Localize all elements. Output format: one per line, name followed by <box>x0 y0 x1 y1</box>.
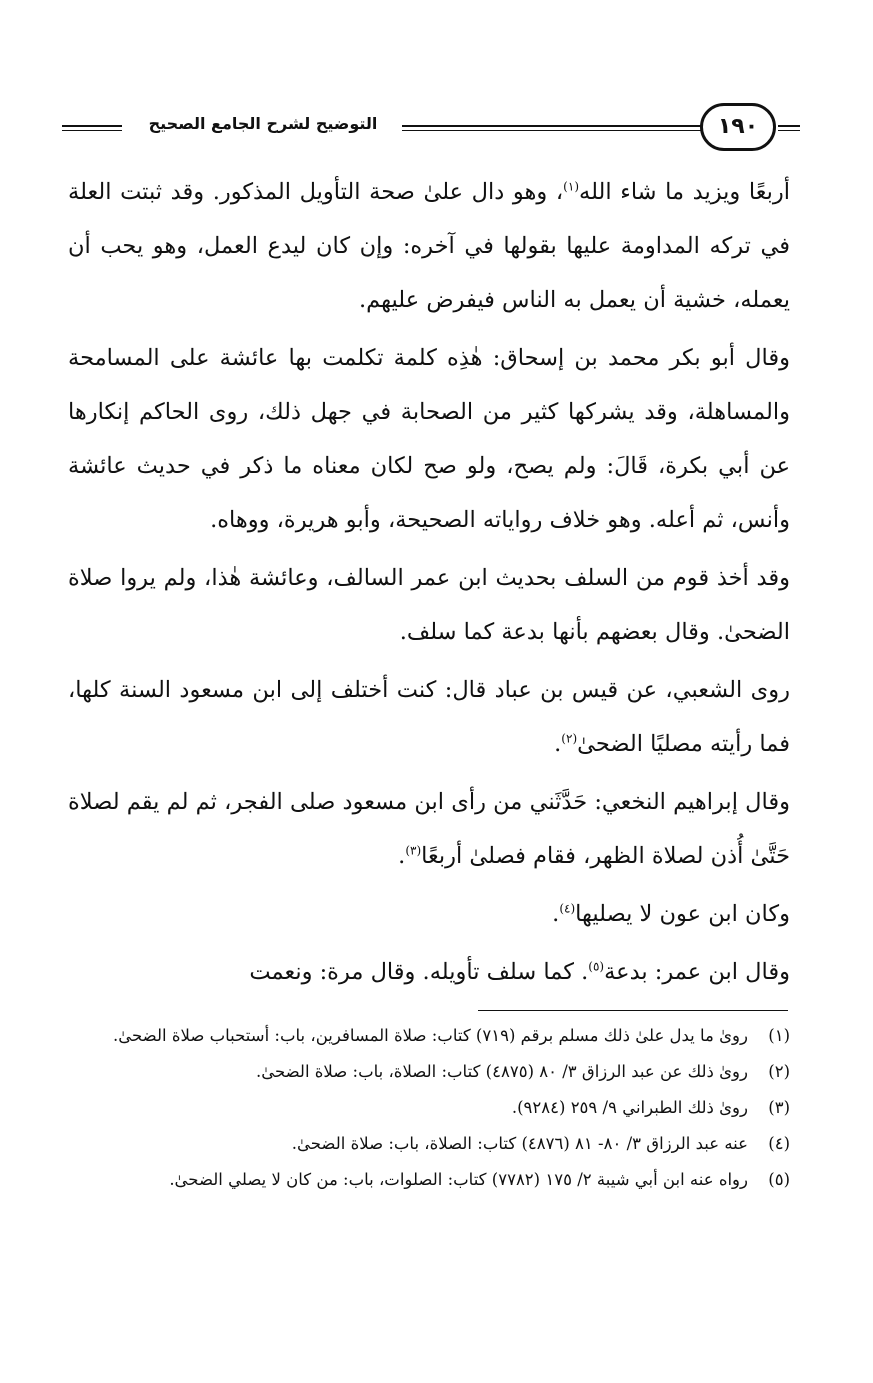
paragraph-text: روى الشعبي، عن قيس بن عباد قال: كنت أختلف إلى ابن مسعود السنة كلها، فما رأيته مصليًا الضحىٰ <box>68 677 790 757</box>
paragraph-text: أربعًا ويزيد ما شاء الله <box>579 179 790 205</box>
paragraph-text: وكان ابن عون لا يصليها <box>575 901 790 927</box>
footnote-number: (٤) <box>768 1134 790 1153</box>
paragraph-text: . <box>554 731 562 757</box>
paragraph <box>68 887 790 941</box>
paragraph <box>68 331 790 547</box>
paragraph-text: . <box>552 901 560 927</box>
paragraph-text: وقال إبراهيم النخعي: حَدَّثَني من رأى ابن مسعود صلى الفجر، ثم لم يقم لصلاة حَتَّىٰ أُذن لصلاة الظهر، فقام فصلىٰ أربعًا <box>68 789 790 869</box>
paragraph <box>68 165 790 327</box>
footnote-reference: (٢) <box>561 731 578 746</box>
footnote-text: روىٰ ذلك عن عبد الرزاق ٣/ ٨٠ (٤٨٧٥) كتاب: الصلاة، باب: صلاة الضحىٰ. <box>255 1062 748 1081</box>
header-rule-right <box>778 125 800 131</box>
footnote-item <box>68 1090 790 1126</box>
paragraph <box>68 551 790 659</box>
paragraph <box>68 945 790 999</box>
header-rule-middle <box>402 125 702 131</box>
page-number-badge <box>700 103 776 151</box>
footnote-text: عنه عبد الرزاق ٣/ ٨٠- ٨١ (٤٨٧٦) كتاب: الصلاة، باب: صلاة الضحىٰ. <box>291 1134 748 1153</box>
footnote-reference: (١) <box>563 179 579 194</box>
footnote-item <box>68 1018 790 1054</box>
footnote-reference: (٣) <box>405 843 422 858</box>
running-title: التوضيح لشرح الجامع الصحيح <box>148 114 378 133</box>
footnote-item <box>68 1126 790 1162</box>
main-text <box>68 165 790 999</box>
footnote-reference: (٥) <box>588 959 605 974</box>
page-number: ١٩٠ <box>717 114 759 139</box>
paragraph-text: ، وهو دال علىٰ صحة التأويل المذكور. وقد ثبتت العلة في تركه المداومة عليها بقولها في آخره: وإن كان ليدع العمل، وهو يحب أن يعمله، خشية أن يعمل به الناس فيفرض عليهم. <box>68 179 790 313</box>
paragraph <box>68 775 790 883</box>
footnote-reference: (٤) <box>559 901 576 916</box>
footnote-item <box>68 1054 790 1090</box>
footnote-number: (٥) <box>768 1170 790 1189</box>
footnote-text: روىٰ ذلك الطبراني ٩/ ٢٥٩ (٩٢٨٤). <box>511 1098 748 1117</box>
footnote-text: روىٰ ما يدل علىٰ ذلك مسلم برقم (٧١٩) كتاب: صلاة المسافرين، باب: أستحباب صلاة الضحىٰ. <box>113 1026 748 1045</box>
paragraph-text: وقال أبو بكر محمد بن إسحاق: هٰذِه كلمة تكلمت بها عائشة على المسامحة والمساهلة، وقد يشركها كثير من الصحابة في جهل ذلك، روى الحاكم إنكارها عن أبي بكرة، قَالَ: ولم يصح، ولو صح لكان معناه ما ذكر في حديث عائشة وأنس، ثم أعله. وهو خلاف رواياته الصحيحة، وأبو هريرة، ووهاه. <box>68 345 790 533</box>
footnote-text: رواه عنه ابن أبي شيبة ٢/ ١٧٥ (٧٧٨٢) كتاب: الصلوات، باب: من كان لا يصلي الضحىٰ. <box>169 1170 748 1189</box>
footnote-number: (٢) <box>768 1062 790 1081</box>
paragraph-text: . كما سلف تأويله. وقال مرة: ونعمت <box>249 959 589 985</box>
footnote-separator <box>478 1010 788 1011</box>
footnote-number: (١) <box>768 1026 790 1045</box>
footnote-number: (٣) <box>768 1098 790 1117</box>
paragraph-text: . <box>398 843 406 869</box>
paragraph-text: وقد أخذ قوم من السلف بحديث ابن عمر السالف، وعائشة هٰذا، ولم يروا صلاة الضحىٰ. وقال بعضهم بأنها بدعة كما سلف. <box>68 565 790 645</box>
page-header <box>62 98 800 160</box>
header-rule-left <box>62 125 122 131</box>
footnotes <box>68 1018 790 1198</box>
paragraph-text: وقال ابن عمر: بدعة <box>604 959 790 985</box>
paragraph <box>68 663 790 771</box>
footnote-item <box>68 1162 790 1198</box>
